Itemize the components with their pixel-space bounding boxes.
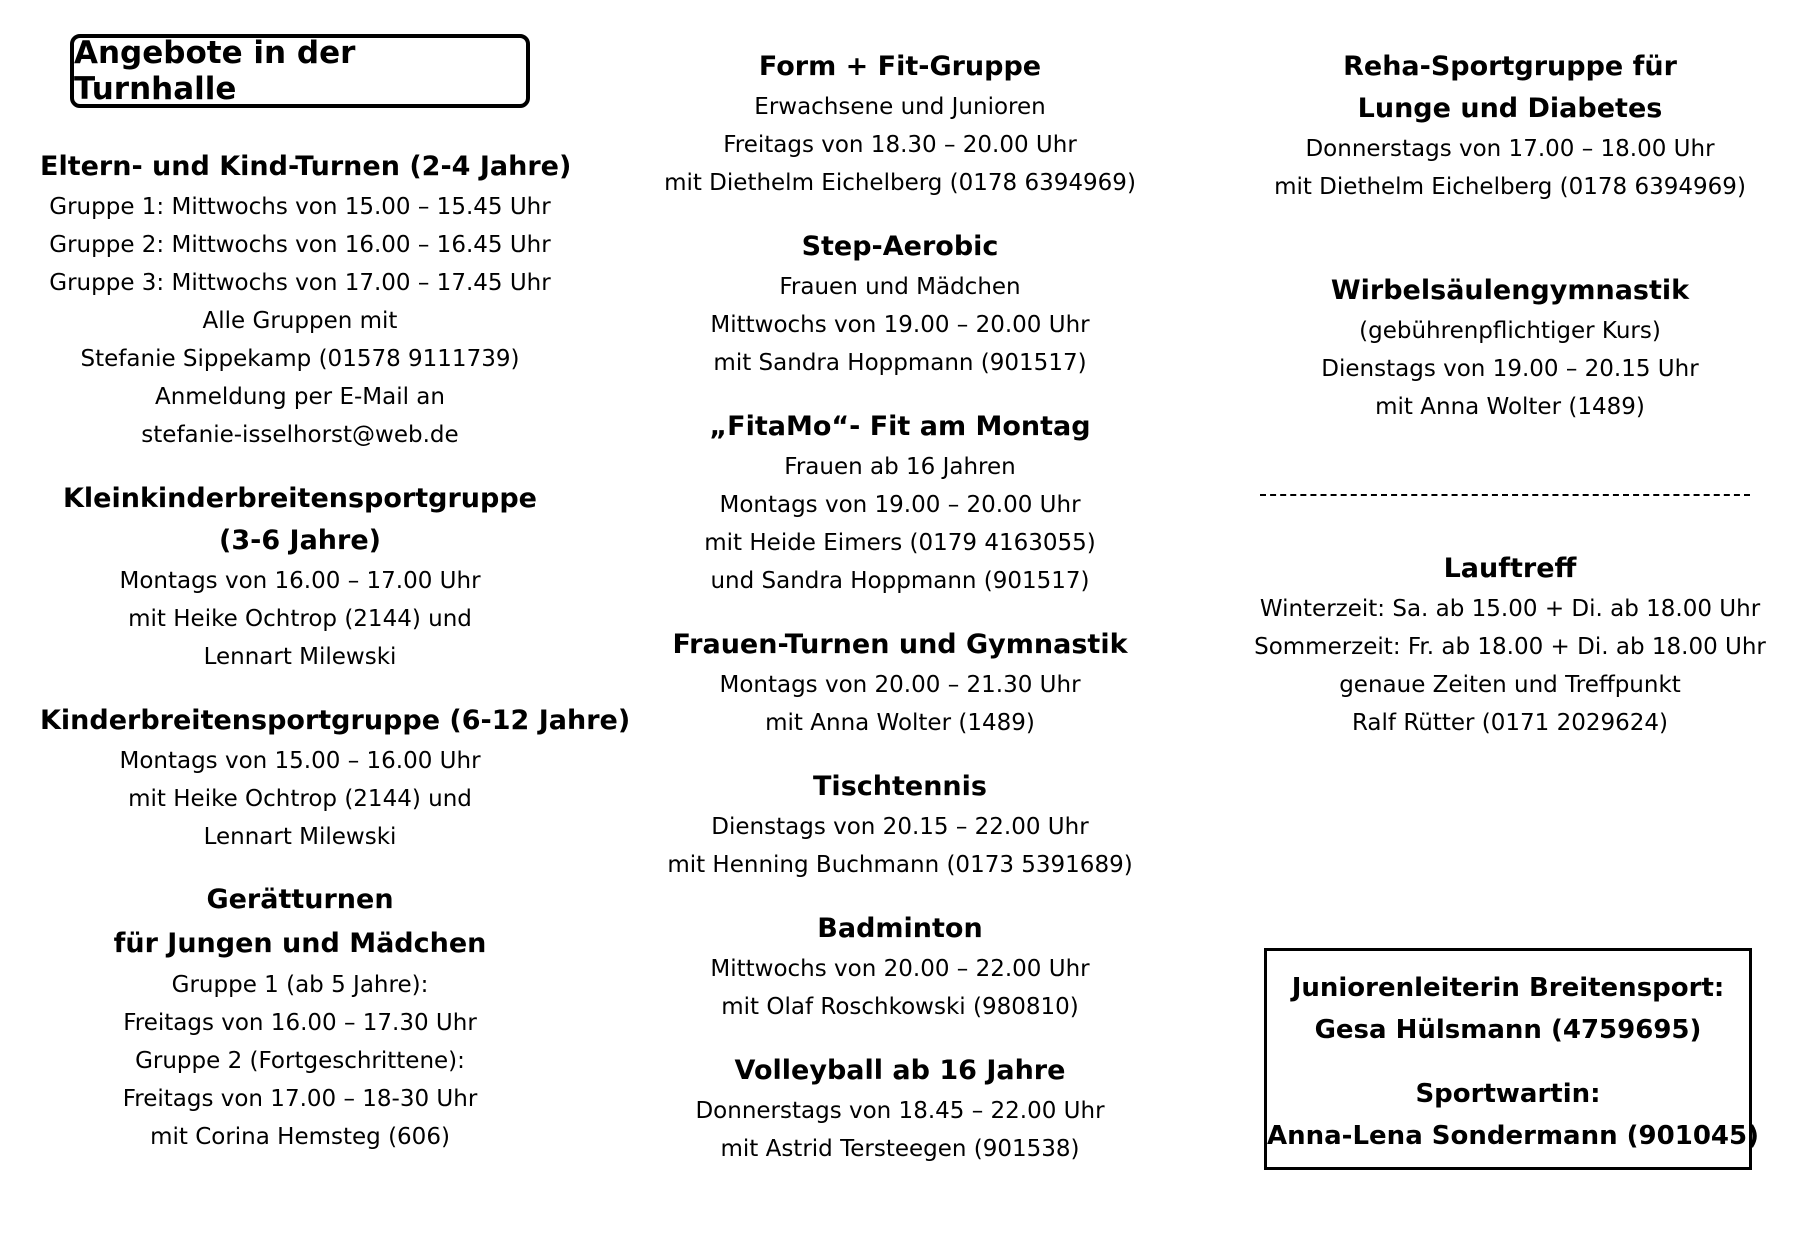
section-volleyball bbox=[655, 1050, 1145, 1168]
section-line: Stefanie Sippekamp (01578 9111739) bbox=[80, 346, 520, 372]
section-line: Gruppe 1 (ab 5 Jahre): bbox=[171, 972, 429, 998]
section-line: Lennart Milewski bbox=[203, 824, 397, 850]
section-tischtennis bbox=[655, 766, 1145, 884]
section-heading: Tischtennis bbox=[813, 771, 987, 802]
section-line: Mittwochs von 20.00 – 22.00 Uhr bbox=[710, 956, 1090, 982]
contact-name: Gesa Hülsmann (4759695) bbox=[1314, 1015, 1702, 1045]
page-title: Angebote in der Turnhalle bbox=[70, 34, 530, 108]
section-line: Gruppe 1: Mittwochs von 15.00 – 15.45 Uhr bbox=[49, 194, 551, 220]
section-heading: Lauftreff bbox=[1443, 553, 1577, 584]
section-line: Alle Gruppen mit bbox=[202, 308, 398, 334]
section-line: mit Heike Ochtrop (2144) und bbox=[128, 606, 472, 632]
section-line: Gruppe 3: Mittwochs von 17.00 – 17.45 Uhr bbox=[49, 270, 551, 296]
section-heading: Form + Fit-Gruppe bbox=[758, 51, 1042, 82]
contact-role: Sportwartin: bbox=[1415, 1079, 1601, 1109]
section-reha bbox=[1240, 46, 1780, 206]
section-heading: Eltern- und Kind-Turnen (2-4 Jahre) bbox=[40, 151, 572, 182]
section-line: mit Anna Wolter (1489) bbox=[765, 710, 1035, 736]
section-line: Freitags von 17.00 – 18-30 Uhr bbox=[122, 1086, 478, 1112]
section-subheading: für Jungen und Mädchen bbox=[113, 928, 487, 959]
section-form-fit bbox=[655, 46, 1145, 202]
section-heading: „FitaMo“- Fit am Montag bbox=[709, 411, 1091, 442]
section-geraetturnen bbox=[40, 878, 560, 1156]
section-line: Mittwochs von 19.00 – 20.00 Uhr bbox=[710, 312, 1090, 338]
dashed-divider bbox=[1260, 494, 1750, 496]
section-line: Dienstags von 19.00 – 20.15 Uhr bbox=[1321, 356, 1699, 382]
section-line: Montags von 15.00 – 16.00 Uhr bbox=[119, 748, 481, 774]
section-line: mit Corina Hemsteg (606) bbox=[150, 1124, 450, 1150]
section-line: mit Diethelm Eichelberg (0178 6394969) bbox=[1274, 174, 1746, 200]
section-subheading: Lunge und Diabetes bbox=[1357, 93, 1663, 124]
section-line: Donnerstags von 17.00 – 18.00 Uhr bbox=[1305, 136, 1715, 162]
section-line: mit Sandra Hoppmann (901517) bbox=[713, 350, 1087, 376]
section-heading: Kleinkinderbreitensportgruppe bbox=[62, 483, 537, 514]
section-line: mit Heide Eimers (0179 4163055) bbox=[704, 530, 1096, 556]
section-line: und Sandra Hoppmann (901517) bbox=[710, 568, 1090, 594]
section-line: Gruppe 2 (Fortgeschrittene): bbox=[135, 1048, 465, 1074]
section-fitamo bbox=[655, 406, 1145, 600]
section-subheading: (3-6 Jahre) bbox=[219, 525, 381, 556]
section-line: Sommerzeit: Fr. ab 18.00 + Di. ab 18.00 Uhr bbox=[1254, 634, 1766, 660]
section-line: mit Heike Ochtrop (2144) und bbox=[128, 786, 472, 812]
section-line: mit Astrid Tersteegen (901538) bbox=[720, 1136, 1080, 1162]
section-line: genaue Zeiten und Treffpunkt bbox=[1339, 672, 1681, 698]
section-heading: Step-Aerobic bbox=[801, 231, 999, 262]
section-line: Winterzeit: Sa. ab 15.00 + Di. ab 18.00 Uhr bbox=[1259, 596, 1761, 622]
section-kinder bbox=[40, 700, 631, 856]
section-line: mit Henning Buchmann (0173 5391689) bbox=[667, 852, 1133, 878]
section-line: mit Anna Wolter (1489) bbox=[1375, 394, 1645, 420]
section-heading: Volleyball ab 16 Jahre bbox=[734, 1055, 1066, 1086]
section-wirbelsaeule bbox=[1240, 270, 1780, 426]
section-line: Frauen und Mädchen bbox=[779, 274, 1021, 300]
section-line: Ralf Rütter (0171 2029624) bbox=[1351, 710, 1669, 736]
section-line: Gruppe 2: Mittwochs von 16.00 – 16.45 Uhr bbox=[49, 232, 551, 258]
section-frauen-turnen bbox=[655, 624, 1145, 742]
section-heading: Frauen-Turnen und Gymnastik bbox=[672, 629, 1128, 660]
section-heading: Kinderbreitensportgruppe (6-12 Jahre) bbox=[40, 705, 631, 736]
contact-name: Anna-Lena Sondermann (901045) bbox=[1267, 1121, 1759, 1151]
section-line: Dienstags von 20.15 – 22.00 Uhr bbox=[711, 814, 1089, 840]
section-heading: Reha-Sportgruppe für bbox=[1343, 51, 1677, 82]
section-line: Donnerstags von 18.45 – 22.00 Uhr bbox=[695, 1098, 1105, 1124]
contact-box bbox=[1264, 948, 1759, 1170]
section-eltern-kind bbox=[40, 146, 572, 454]
section-line: Anmeldung per E-Mail an bbox=[155, 384, 445, 410]
section-line: Lennart Milewski bbox=[203, 644, 397, 670]
section-step-aerobic bbox=[655, 226, 1145, 382]
section-line: Montags von 19.00 – 20.00 Uhr bbox=[719, 492, 1081, 518]
section-line: Frauen ab 16 Jahren bbox=[784, 454, 1016, 480]
section-line: Montags von 20.00 – 21.30 Uhr bbox=[719, 672, 1081, 698]
section-line: Montags von 16.00 – 17.00 Uhr bbox=[119, 568, 481, 594]
section-badminton bbox=[655, 908, 1145, 1026]
contact-role: Juniorenleiterin Breitensport: bbox=[1291, 973, 1725, 1003]
section-heading: Wirbelsäulengymnastik bbox=[1330, 275, 1690, 306]
section-kleinkinder bbox=[40, 478, 560, 676]
section-heading: Gerätturnen bbox=[206, 884, 394, 915]
section-heading: Badminton bbox=[817, 913, 983, 944]
section-line: mit Diethelm Eichelberg (0178 6394969) bbox=[664, 170, 1136, 196]
section-line: Freitags von 18.30 – 20.00 Uhr bbox=[723, 132, 1077, 158]
section-line: Erwachsene und Junioren bbox=[754, 94, 1046, 120]
section-line: (gebührenpflichtiger Kurs) bbox=[1359, 318, 1661, 344]
section-line: Freitags von 16.00 – 17.30 Uhr bbox=[123, 1010, 477, 1036]
section-line: mit Olaf Roschkowski (980810) bbox=[721, 994, 1079, 1020]
email-address: stefanie-isselhorst@web.de bbox=[141, 422, 459, 448]
section-lauftreff bbox=[1240, 548, 1780, 742]
